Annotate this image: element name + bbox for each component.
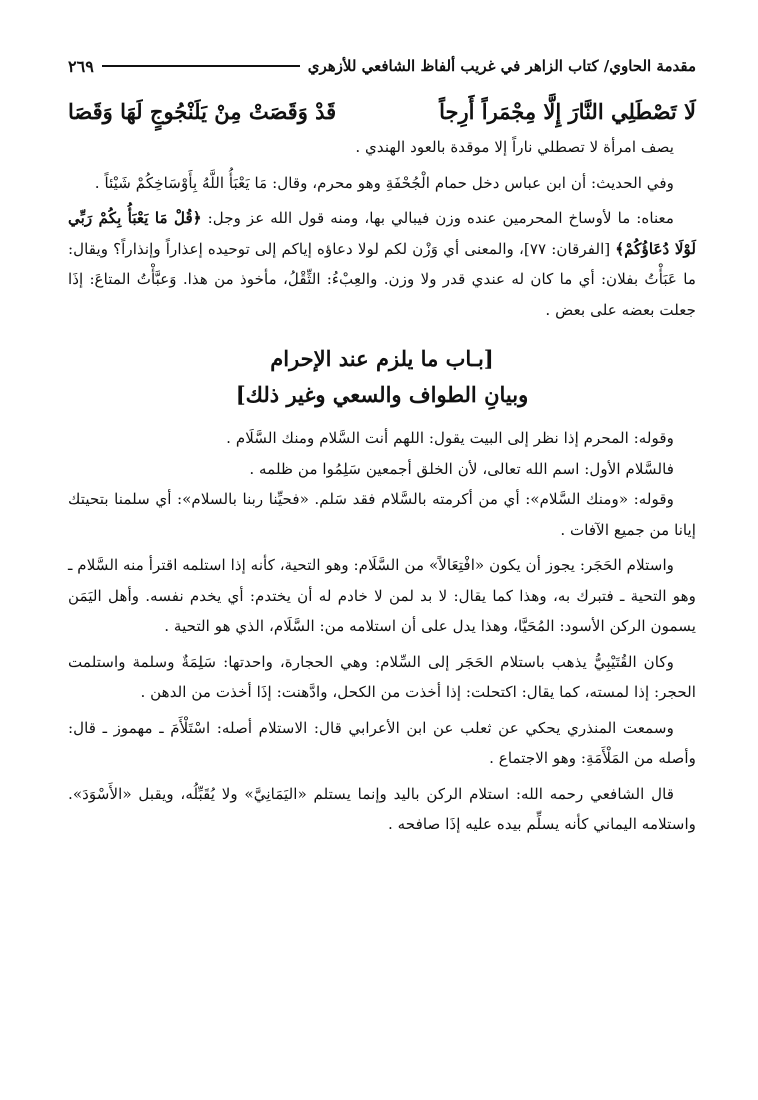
poetry-verse (68, 92, 696, 132)
meaning-text-end: [الفرقان: ٧٧]، والمعنى أي وَزْن لكم لولا دعاؤه إياكم إلى توحيده إعذاراً وإنذاراً؟ ويقال: ما عَبَأْتُ بفلان: أي ما كان له عندي قدر ولا وزن. والعِبْءُ: الثِّقْلُ، مأخوذ من هذا. وَعبَّأْتُ المتاعَ: إذَا جعلت بعضه على بعض . (68, 239, 696, 319)
paragraph-shafii: قال الشافعي رحمه الله: استلام الركن باليد وإنما يستلم «اليَمَانِيَّ» ولا يُقَبِّلُه، ويقبل «الأَسْوَدَ». واستلامه اليماني كأنه يسلِّم بيده عليه إذَا صافحه . (68, 784, 696, 833)
page-number: ٢٦٩ (68, 56, 94, 76)
quran-quote: ﴿قُلْ مَا يَعْبَأُ بِكُمْ رَبِّي لَوْلَا دُعَاؤُكُمْ﴾ (68, 209, 696, 258)
paragraph-first-salam: فالسَّلام الأول: اسم الله تعالى، لأن الخلق أجمعين سَلِمُوا من ظلمه . (249, 459, 674, 478)
paragraph-istilam: واستلام الحَجَر: يجوز أن يكون «افْتِعَالاً» من السَّلَام: وهو التحية، كأنه إذا استلمه اقترأ منه السَّلام ـ وهو التحية ـ فتبرك به، وهذا كما يقال: لا بد لمن لا خادم له أن يختدم: أي يخدم نفسه. وأهل اليَمَن يسمون الركن الأسود: المُحَيَّا، وهذا يدل على أن استلامه من: السَّلَام، الذي هو التحية . (68, 556, 696, 635)
paragraph-and-from-you: وقوله: «ومنك السَّلام»: أي من أكرمته بالسَّلام فقد سَلم. «فحيِّنا ربنا بالسلام»: أي سلمنا بتحيتك إيانا من جميع الآفات . (68, 490, 696, 539)
paragraph-hadith: وفي الحديث: أن ابن عباس دخل حمام الْجُحْفَةِ وهو محرم، وقال: مَا يَعْبَأُ اللَّهُ بِأَوْسَاخِكُمْ شَيْئاً . (94, 173, 674, 192)
meaning-text-start: معناه: ما لأوساخ المحرمين عنده وزن فيبالي بها، ومنه قول الله عز وجل: (201, 209, 675, 227)
chapter-heading-line-2: وبيانِ الطواف والسعي وغير ذلك] (235, 382, 529, 407)
paragraph-qutaybi: وكان القُتَيْبِيُّ يذهب باستلام الحَجَر إلى السِّلام: وهي الحجارة، واحدتها: سَلِمَةٌ وسلمة واستلمت الحجر: إذا لمسته، كما يقال: اكتحلت: إذا أخذت من الكحل، وادَّهنت: إذَا أخذت من الدهن . (68, 652, 696, 701)
paragraph-meaning (68, 203, 696, 325)
header-rule (102, 65, 300, 67)
running-header (68, 52, 696, 80)
verse-second-hemistich: قَدْ وَقَصَتْ مِنْ يَلَنْجُوجٍ لَهَا وَقَصَا (68, 99, 337, 124)
verse-first-hemistich: لَا تَصْطَلِي النَّارَ إِلَّا مِجْمَراً أَرِجاً (439, 99, 696, 124)
chapter-heading-line-1: [بـاب ما يلزم عند الإحرام (270, 346, 494, 371)
paragraph-mundhiri: وسمعت المنذري يحكي عن ثعلب عن ابن الأعرابي قال: الاستلام أصله: اسْتَلْأَمَ ـ مهموز ـ قال: وأصله من المَلْأَمَةِ: وهو الاجتماع . (68, 718, 696, 767)
running-header-title: مقدمة الحاوي/ كتاب الزاهر في غريب ألفاظ الشافعي للأزهري (307, 57, 696, 75)
paragraph-verse-explanation: يصف امرأة لا تصطلي ناراً إلا موقدة بالعود الهندي . (355, 138, 674, 156)
book-page (68, 52, 696, 840)
paragraph-pilgrim-prayer: وقوله: المحرم إذا نظر إلى البيت يقول: اللهم أنت السَّلام ومنك السَّلَام . (226, 429, 674, 447)
